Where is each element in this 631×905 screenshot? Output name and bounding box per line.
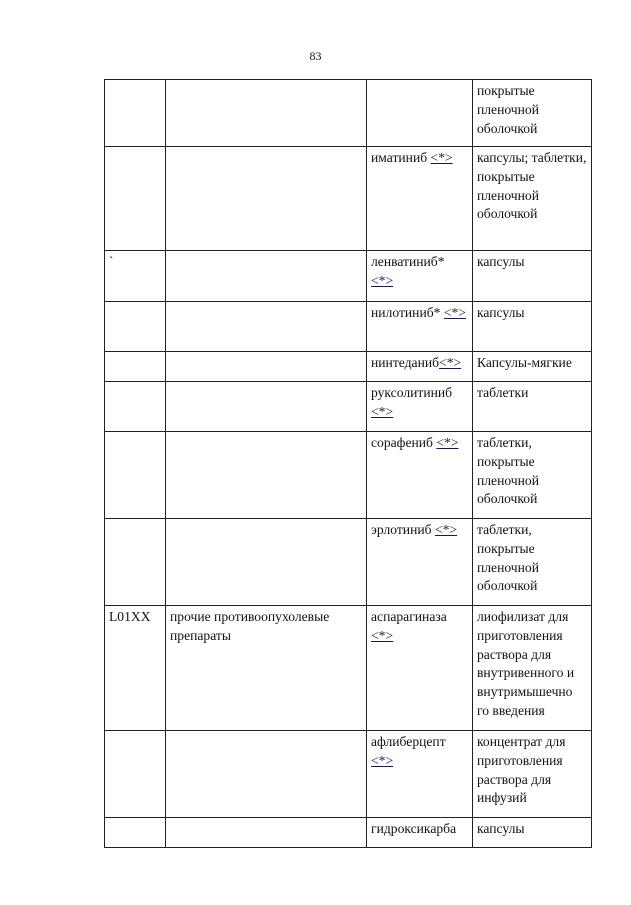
- page-number: 83: [309, 49, 322, 63]
- atc-code-cell: [105, 731, 166, 818]
- group-cell: прочие противоопухолевые препараты: [166, 606, 367, 731]
- atc-code-cell: [105, 352, 166, 382]
- drug-table: [104, 79, 592, 848]
- group-cell: [166, 818, 367, 848]
- table-row: [105, 731, 592, 818]
- atc-code-cell: [105, 382, 166, 432]
- drug-name: гидроксикарба: [371, 821, 457, 836]
- table-row: [105, 382, 592, 432]
- drug-cell: [367, 818, 473, 848]
- table-row: [105, 606, 592, 731]
- dosage-form-cell: таблетки, покрытые пленочной оболочкой: [473, 519, 592, 606]
- dosage-form-cell: капсулы; таблетки, покрытые пленочной оболочкой: [473, 147, 592, 251]
- dosage-form-cell: таблетки, покрытые пленочной оболочкой: [473, 432, 592, 519]
- drug-name: нинтеданиб: [371, 355, 440, 370]
- drug-cell: [367, 606, 473, 731]
- table-row: [105, 432, 592, 519]
- drug-name: ленватиниб*: [371, 254, 445, 269]
- footnote-ref: <*>: [430, 150, 453, 165]
- group-cell: [166, 352, 367, 382]
- group-cell: [166, 80, 367, 147]
- drug-name: аспарагиназа: [371, 609, 447, 624]
- group-cell: [166, 382, 367, 432]
- drug-cell: [367, 382, 473, 432]
- atc-code-cell: [105, 519, 166, 606]
- footnote-ref: <*>: [371, 627, 394, 643]
- atc-code-cell: [105, 80, 166, 147]
- table-row: [105, 818, 592, 848]
- atc-code-cell: [105, 432, 166, 519]
- table-row: [105, 251, 592, 302]
- group-cell: [166, 147, 367, 251]
- drug-name: афлиберцепт: [371, 734, 446, 749]
- group-cell: [166, 519, 367, 606]
- dosage-form-cell: таблетки: [473, 382, 592, 432]
- footnote-ref: <*>: [436, 435, 459, 450]
- atc-code-cell: `: [105, 251, 166, 302]
- drug-name: сорафениб: [371, 435, 437, 450]
- drug-cell: [367, 432, 473, 519]
- dosage-form-cell: капсулы: [473, 302, 592, 352]
- table-row: [105, 352, 592, 382]
- drug-name: иматиниб: [371, 150, 431, 165]
- table-row: [105, 519, 592, 606]
- table-row: [105, 80, 592, 147]
- drug-cell: [367, 80, 473, 147]
- drug-cell: [367, 519, 473, 606]
- group-cell: [166, 302, 367, 352]
- footnote-ref: <*>: [439, 355, 462, 370]
- dosage-form-cell: капсулы: [473, 818, 592, 848]
- drug-cell: [367, 352, 473, 382]
- dosage-form-cell: покрытые пленочной оболочкой: [473, 80, 592, 147]
- drug-cell: [367, 251, 473, 302]
- group-cell: [166, 731, 367, 818]
- drug-cell: [367, 147, 473, 251]
- table-row: [105, 302, 592, 352]
- dosage-form-cell: Капсулы-мягкие: [473, 352, 592, 382]
- atc-code-cell: L01XX: [105, 606, 166, 731]
- drug-name: руксолитиниб: [371, 385, 453, 400]
- footnote-ref: <*>: [434, 522, 458, 537]
- drug-cell: [367, 731, 473, 818]
- dosage-form-cell: лиофилизат для приготовления раствора для внутривенного и внутримышечно го введения: [473, 606, 592, 731]
- atc-code-cell: [105, 147, 166, 251]
- footnote-ref: <*>: [371, 272, 394, 288]
- footnote-ref: <*>: [443, 305, 466, 320]
- drug-cell: [367, 302, 473, 352]
- group-cell: [166, 251, 367, 302]
- footnote-ref: <*>: [371, 752, 394, 768]
- drug-name: нилотиниб*: [371, 305, 444, 320]
- atc-code-cell: [105, 818, 166, 848]
- drug-name: эрлотиниб: [371, 522, 435, 537]
- dosage-form-cell: капсулы: [473, 251, 592, 302]
- dosage-form-cell: концентрат для приготовления раствора для инфузий: [473, 731, 592, 818]
- footnote-ref: <*>: [371, 403, 394, 419]
- table-row: [105, 147, 592, 251]
- group-cell: [166, 432, 367, 519]
- atc-code-cell: [105, 302, 166, 352]
